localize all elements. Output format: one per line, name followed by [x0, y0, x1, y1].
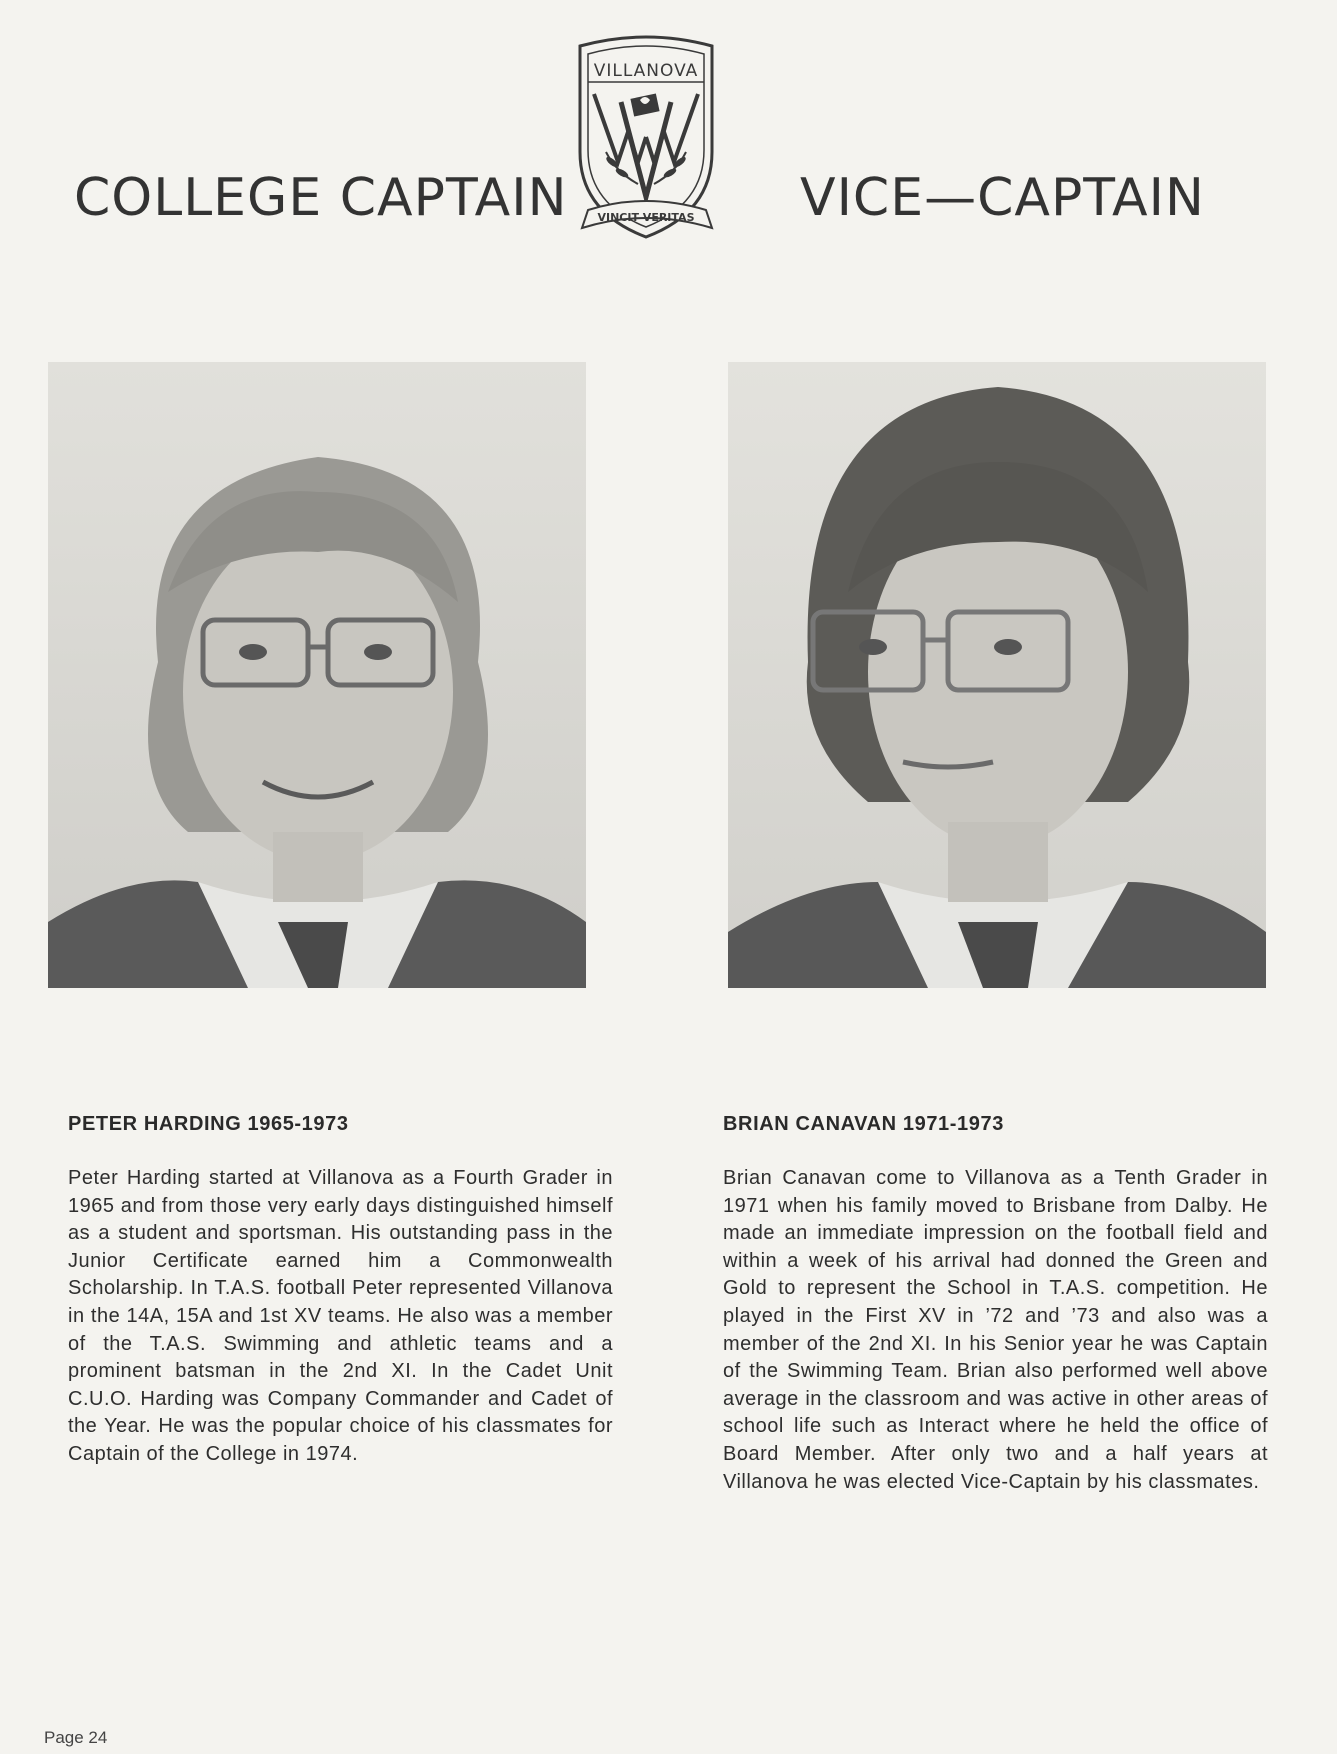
vice-captain-heading: VICE—CAPTAIN	[800, 168, 1205, 228]
college-captain-bio: Peter Harding started at Villanova as a Fourth Grader in 1965 and from those very early days distinguished himself as a student and sportsman. His outstanding pass in the Junior Certificate earned him a Commonwealth Scholarship. In T.A.S. football Peter represented Villanova in the 14A, 15A and 1st XV teams. He also was a member of the T.A.S. Swimming and athletic teams and a prominent batsman in the 2nd XI. In the Cadet Unit C.U.O. Harding was Company Commander and Cadet of the Year. He was the popular choice of his classmates for Captain of the College in 1974.	[68, 1167, 613, 1465]
vice-captain-bio: Brian Canavan come to Villanova as a Tenth Grader in 1971 when his family moved to Brisbane from Dalby. He made an immediate impression on the football field and within a week of his arrival had donned the Green and Gold to represent the School in T.A.S. competition. He played in the First XV in ’72 and ’73 and also was a member of the 2nd XI. In his Senior year he was Captain of the Swimming Team. Brian also performed well above average in the classroom and was active in other areas of school life such as Interact where he held the office of Board Member. After only two and a half years at Villanova he was elected Vice-Captain by his classmates.	[723, 1167, 1268, 1493]
vice-captain-name: BRIAN CANAVAN 1971-1973	[723, 1113, 1004, 1135]
svg-text:VILLANOVA: VILLANOVA	[593, 61, 699, 81]
portrait-image	[728, 362, 1266, 988]
college-captain-name: PETER HARDING 1965-1973	[68, 1113, 349, 1135]
college-captain-portrait	[48, 362, 586, 988]
vice-captain-portrait	[728, 362, 1266, 988]
portrait-image	[48, 362, 586, 988]
college-captain-heading: COLLEGE CAPTAIN	[74, 168, 568, 228]
villanova-crest-logo	[566, 32, 726, 254]
crest-shield-icon	[566, 32, 726, 254]
page-number: Page 24	[44, 1728, 108, 1747]
svg-text:VINCIT VERITAS: VINCIT VERITAS	[597, 211, 695, 224]
